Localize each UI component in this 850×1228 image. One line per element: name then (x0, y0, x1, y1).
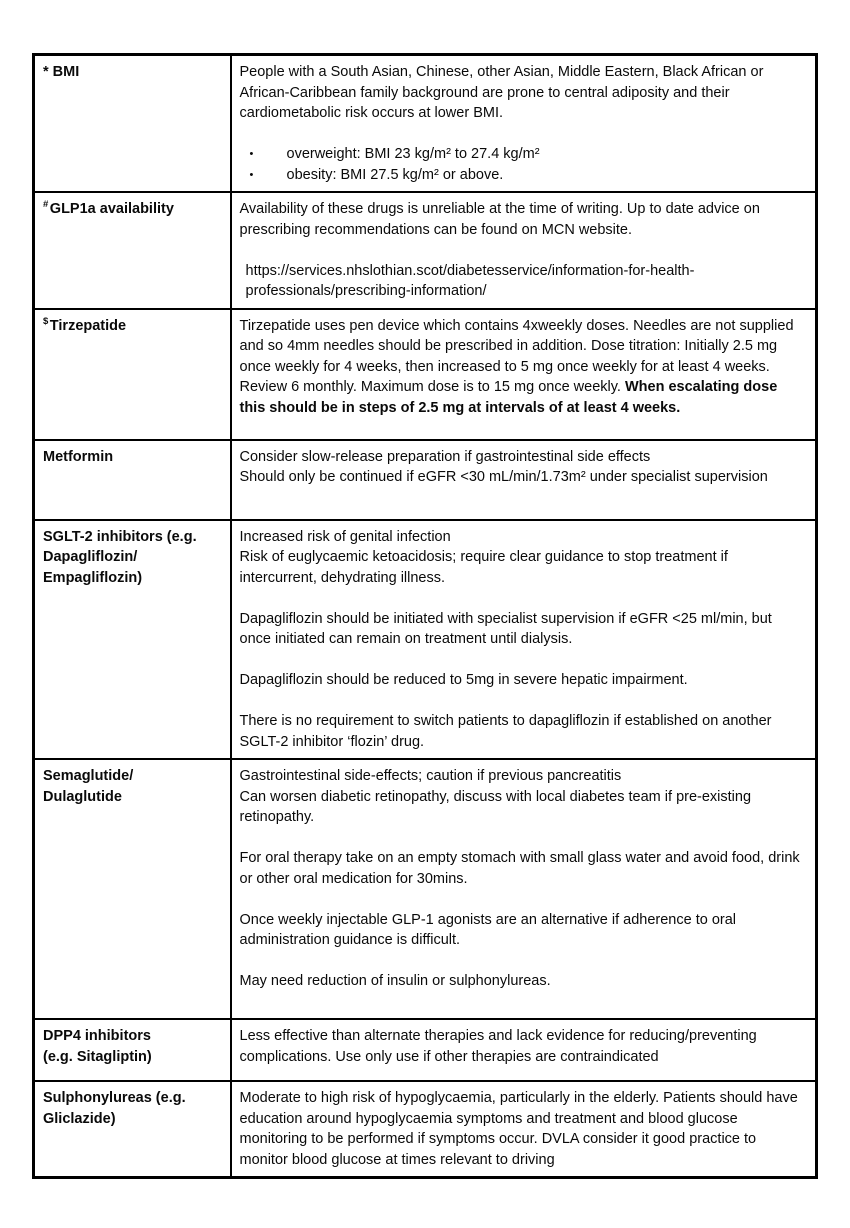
paragraph-gap (240, 124, 802, 145)
bullet-item (240, 144, 802, 165)
term-cell (34, 55, 231, 193)
bullet-icon: • (249, 148, 254, 160)
bullet-icon: • (249, 168, 254, 181)
superscript-marker: $ (43, 315, 49, 327)
term-cell (34, 309, 231, 440)
table-row (34, 1081, 817, 1178)
text-run: Increased risk of genital infection (239, 528, 451, 545)
content-cell (231, 759, 817, 1019)
text-run: Risk of euglycaemic ketoacidosis; require clear guidance to stop treatment if intercurrent, dehydrating illness. (239, 549, 728, 586)
term-label: * BMI (43, 64, 80, 80)
term-cell (34, 440, 231, 520)
content-cell (231, 520, 817, 760)
paragraph (240, 447, 802, 468)
table-row (34, 1019, 817, 1081)
paragraph (240, 62, 802, 124)
term-label: Empagliflozin) (43, 569, 143, 586)
text-run: Once weekly injectable GLP-1 agonists are an alternative if adherence to oral administration guidance is difficult. (239, 911, 737, 948)
content-cell (231, 440, 817, 520)
text-run: May need reduction of insulin or sulphonylureas. (239, 973, 551, 989)
text-run: Moderate to high risk of hypoglycaemia, particularly in the elderly. Patients should have education around hypoglycaemia symptoms and treatment and blood glucose monitoring to be performed if symptoms occur. DVLA consider it good practice to monitor blood glucose at times relevant to driving (239, 1090, 798, 1168)
term-label: Metformin (43, 448, 114, 465)
text-run: Less effective than alternate therapies and lack evidence for reducing/preventing complications. Use only use if other therapies are contraindicated (239, 1028, 757, 1065)
drug-guidance-table (32, 53, 818, 1179)
table-row (34, 520, 817, 760)
paragraph (240, 547, 802, 588)
term-label: DPP4 inhibitors (43, 1028, 151, 1044)
paragraph-gap (240, 240, 802, 261)
content-cell (231, 1081, 817, 1178)
bullet-item (240, 165, 802, 186)
text-run: Should only be continued if eGFR <30 mL/min/1.73m² under specialist supervision (239, 469, 768, 485)
text-run: https://services.nhslothian.scot/diabetesservice/information-for-health- (245, 262, 695, 279)
text-run: Consider slow-release preparation if gastrointestinal side effects (239, 448, 651, 465)
term-label: SGLT-2 inhibitors (e.g. (43, 528, 197, 545)
paragraph (240, 1026, 802, 1067)
paragraph (240, 1088, 802, 1170)
term-label: Semaglutide/ (43, 768, 134, 784)
paragraph-gap (240, 650, 802, 671)
paragraph (240, 971, 802, 992)
content-cell (231, 192, 817, 309)
paragraph (240, 609, 802, 650)
content-cell (231, 309, 817, 440)
paragraph-gap (240, 588, 802, 609)
term-label: Tirzepatide (49, 317, 127, 334)
term-label: Sulphonylureas (e.g. (43, 1090, 186, 1106)
table-row (34, 440, 817, 520)
term-label: Dapagliflozin/ (43, 549, 138, 565)
paragraph (240, 261, 802, 302)
content-cell (231, 55, 817, 193)
paragraph (240, 711, 802, 752)
table-row (34, 309, 817, 440)
text-run: For oral therapy take on an empty stomach with small glass water and avoid food, drink or other oral medication for 30mins. (239, 850, 800, 887)
text-run: Tirzepatide uses pen device which contains 4xweekly doses. Needles are not supplied and so 4mm needles should be prescribed in addition. Dose titration: Initially 2.5 mg once weekly for 4 weeks, then increased to 5 mg once weekly for at least 4 weeks. Review 6 monthly. Maximum dose is to 15 mg once weekly. (239, 317, 794, 395)
bullet-text: obesity: BMI 27.5 kg/m² or above. (286, 166, 504, 183)
paragraph (240, 848, 802, 889)
text-run: Can worsen diabetic retinopathy, discuss with local diabetes team if pre-existing retinopathy. (239, 788, 752, 825)
term-label: Gliclazide) (43, 1110, 116, 1127)
bullet-text: overweight: BMI 23 kg/m² to 27.4 kg/m² (286, 146, 540, 162)
term-cell (34, 759, 231, 1019)
text-run: People with a South Asian, Chinese, other Asian, Middle Eastern, Black African or African-Caribbean family background are prone to central adiposity and their cardiometabolic risk occurs at lower BMI. (239, 64, 764, 121)
paragraph-gap (240, 691, 802, 712)
paragraph-gap (240, 951, 802, 972)
paragraph-gap (240, 828, 802, 849)
text-run: Dapagliflozin should be reduced to 5mg in severe hepatic impairment. (239, 672, 688, 688)
paragraph (240, 910, 802, 951)
bold-text-run: When escalating dose this should be in steps of 2.5 mg at intervals of at least 4 weeks. (239, 379, 778, 416)
term-cell (34, 192, 231, 309)
term-cell (34, 1081, 231, 1178)
paragraph-gap (240, 992, 802, 1013)
term-cell (34, 1019, 231, 1081)
term-cell (34, 520, 231, 760)
text-run: Gastrointestinal side-effects; caution if previous pancreatitis (239, 768, 622, 784)
paragraph (240, 199, 802, 240)
paragraph-gap (240, 889, 802, 910)
content-cell (231, 1019, 817, 1081)
text-run: There is no requirement to switch patients to dapagliflozin if established on another SGLT-2 inhibitor ‘flozin’ drug. (239, 713, 772, 750)
paragraph (240, 527, 802, 548)
superscript-marker: # (43, 199, 49, 211)
text-run: Dapagliflozin should be initiated with specialist supervision if eGFR <25 ml/min, but once initiated can remain on treatment until dialysis. (239, 610, 772, 647)
text-run: professionals/prescribing-information/ (245, 283, 487, 299)
paragraph (240, 467, 802, 488)
text-run: Availability of these drugs is unreliable at the time of writing. Up to date advice on prescribing recommendations can be found on MCN website. (239, 201, 760, 238)
paragraph (240, 787, 802, 828)
table-row (34, 759, 817, 1019)
paragraph (240, 316, 802, 419)
table-row (34, 55, 817, 193)
term-label: GLP1a availability (49, 201, 174, 217)
paragraph (240, 670, 802, 691)
term-label: Dulaglutide (43, 788, 122, 805)
paragraph (240, 766, 802, 787)
table-row (34, 192, 817, 309)
term-label: (e.g. Sitagliptin) (43, 1048, 152, 1065)
